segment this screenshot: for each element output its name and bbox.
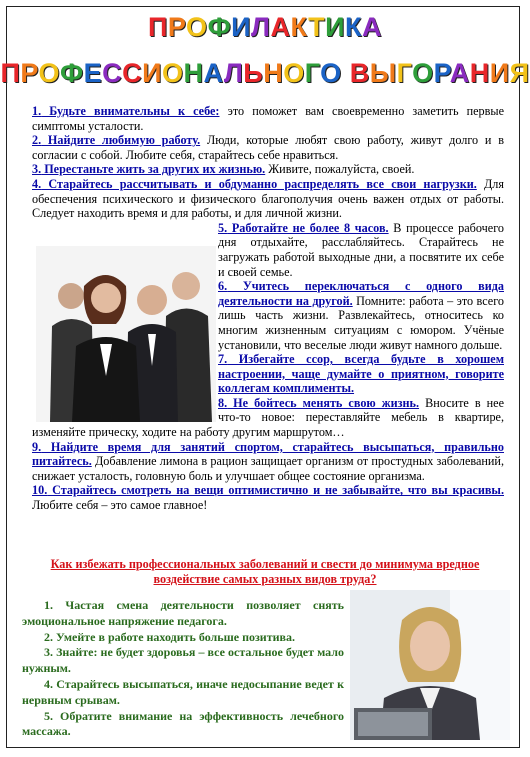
advice-heading: Перестаньте жить за других их жизнью. (41, 162, 266, 177)
advice-heading: Учитесь переключаться с одного вида деятельности на другой. (218, 279, 504, 308)
title-letter: Г (304, 58, 321, 88)
advice-item (32, 133, 504, 162)
tip-item: 1. Частая смена деятельности позволяет снять эмоциональное напряжение педагога. (22, 598, 344, 628)
title-letter: К (345, 12, 363, 42)
advice-text: это поможет вам своевременно заметить первые симптомы усталости. (32, 104, 504, 133)
title-letter: О (320, 58, 342, 88)
title-letter (342, 58, 350, 88)
title-letter: Ь (243, 58, 264, 88)
advice-text: Люди, которые любят свою работу, живут долго и в согласии с собой. Любите себя, старайтесь себе нравиться. (32, 133, 504, 162)
title-letter: О (412, 58, 434, 88)
advice-heading: Найдите время для занятий спортом, старайтесь высыпаться, правильно питайтесь. (32, 439, 504, 469)
title-letter: Ф (60, 58, 84, 88)
tip-item: 4. Старайтесь высыпаться, иначе недосыпание ведет к нервным срывам. (22, 676, 344, 707)
title-letter: К (290, 12, 309, 42)
title-letter: И (325, 12, 346, 42)
title-line-1 (0, 12, 530, 43)
title-letter: П (147, 12, 168, 42)
title-line-2 (0, 58, 530, 89)
title-letter: Н (469, 58, 490, 88)
title-letter: П (0, 58, 21, 88)
title-letter: Н (183, 58, 204, 88)
advice-number: 6. (218, 279, 228, 294)
advice-item (32, 104, 504, 133)
advice-heading: Не бойтесь менять свою жизнь. (227, 395, 420, 410)
title-letter: О (283, 58, 305, 88)
advice-heading: Найдите любимую работу. (41, 133, 201, 148)
title-letter: О (38, 58, 61, 88)
advice-number: 7. (218, 352, 228, 367)
advice-item (32, 440, 504, 484)
title-letter: А (203, 58, 224, 88)
advice-heading: Старайтесь рассчитывать и обдуманно распределять все свои нагрузки. (41, 176, 477, 191)
title-letter: Я (509, 58, 530, 88)
title-letter: Н (263, 58, 284, 88)
title-letter: И (142, 58, 162, 88)
advice-heading: Работайте не более 8 часов. (227, 220, 389, 235)
advice-number: 8. (218, 395, 228, 410)
title-letter: И (489, 58, 510, 88)
tips-list (22, 598, 344, 740)
title-letter: Ф (207, 12, 232, 42)
tip-item: 3. Знайте: не будет здоровья – все остальное будет мало нужным. (22, 645, 344, 676)
title-letter: И (231, 12, 252, 42)
advice-heading: Старайтесь смотреть на вещи оптимистично и не забывайте, что вы красивы. (47, 483, 504, 498)
title-letter: Л (223, 58, 244, 88)
advice-text: В процессе рабочего дня отдыхайте, расслабляйтесь. Старайтесь не загружать работой выходные дни, а посвятите их себе и своей семье. (218, 220, 504, 279)
advice-number: 3. (32, 162, 42, 177)
advice-item (32, 162, 504, 177)
title-letter: Р (167, 12, 187, 42)
advice-number: 5. (218, 220, 228, 235)
subtitle-question: Как избежать профессиональных заболеваний и свести до минимума вредное воздействие самых разных видов труда? (50, 557, 480, 586)
advice-text: Помните: работа – это всего лишь часть жизни. Развлекайтесь, относитесь ко многим жизненным ситуациям с юмором. Учёные установили, что веселые люди живут намного дольше. (218, 293, 504, 352)
advice-number: 10. (32, 483, 48, 498)
title-letter: С (122, 58, 143, 88)
advice-number: 4. (32, 176, 42, 191)
advice-item (32, 177, 504, 221)
title-letter: Т (308, 12, 326, 42)
advice-number: 1. (32, 104, 42, 118)
title-letter: С (102, 58, 123, 88)
title-letter: А (449, 58, 470, 88)
advice-number: 9. (32, 439, 42, 454)
title-letter: А (270, 12, 291, 42)
businesswoman-photo (350, 590, 510, 740)
advice-text: Добавление лимона в рацион защищает организм от простудных заболеваний, снижает усталость, головную боль и улучшает общее состояние организма. (32, 454, 504, 483)
title-letter: Ы (369, 58, 397, 88)
tip-item: 5. Обратите внимание на эффективность лечебного массажа. (22, 708, 344, 739)
title-letter: Г (396, 58, 413, 88)
advice-heading: Будьте внимательны к себе: (41, 104, 220, 118)
advice-heading: Избегайте ссор, всегда будьте в хорошем настроении, чаще думайте о приятном, говорите коллегам комплименты. (218, 352, 504, 396)
advice-text: Для обеспечения психического и физического благополучия очень важен отдых от работы. Следует находить время и для работы, и для личной жизни. (32, 176, 504, 221)
title-letter: Л (251, 12, 271, 42)
title-letter: О (186, 12, 208, 42)
advice-item (32, 483, 504, 512)
advice-text: Вносите в нее что-то новое: переставляйте мебель в квартире, изменяйте прическу, ходите на работу другим маршрутом… (32, 395, 504, 440)
title-letter: В (349, 58, 370, 88)
advice-number: 2. (32, 133, 42, 148)
advice-text: Живите, пожалуйста, своей. (265, 162, 415, 177)
title-letter: Р (20, 58, 39, 88)
tip-item: 2. Умейте в работе находить больше позитива. (44, 629, 296, 644)
title-letter: А (362, 12, 383, 42)
title-letter: О (161, 58, 184, 88)
photo-spacer (32, 237, 218, 415)
title-letter: Е (83, 58, 103, 88)
advice-text: Любите себя – это самое главное! (32, 498, 208, 513)
title-letter: Р (433, 58, 450, 88)
advice-list (32, 104, 504, 513)
